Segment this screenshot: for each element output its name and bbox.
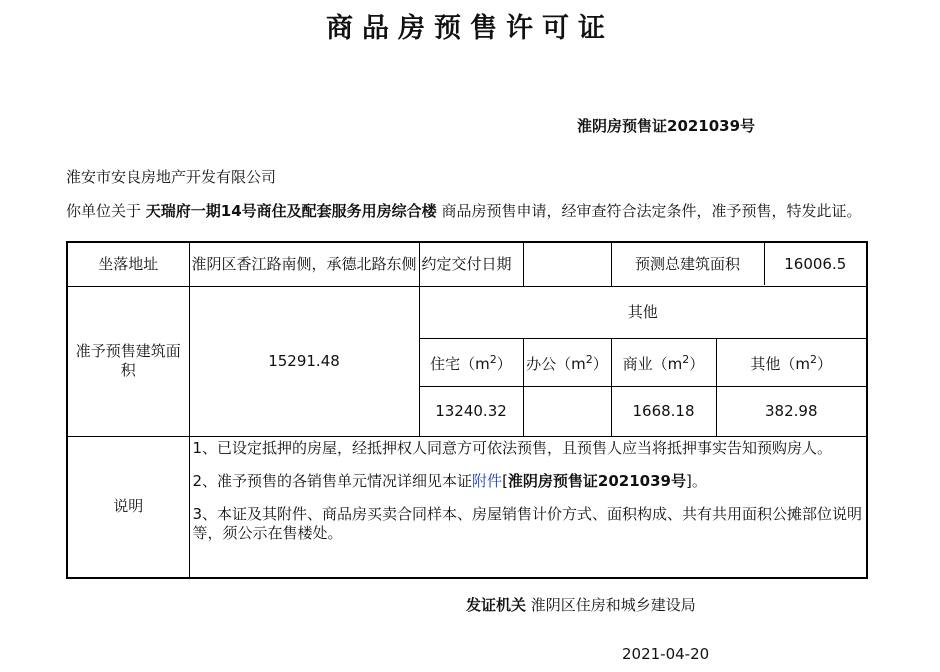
- attachment-ref: 淮阴房预售证2021039号: [507, 471, 686, 490]
- issuer: [466, 594, 696, 615]
- presale-area-label: 准予预售建筑面积: [67, 286, 189, 436]
- col-header-office: 办公$(m^2)$: [523, 338, 611, 386]
- issuer-label: 发证机关: [466, 596, 527, 614]
- table-row: [67, 242, 867, 286]
- address-label: 坐落地址: [67, 242, 189, 286]
- permit-table: [66, 241, 868, 579]
- attachment-link[interactable]: 附件: [472, 471, 503, 490]
- col-header-commercial: 商业$(m^2)$: [611, 338, 716, 386]
- value-office: [523, 386, 611, 436]
- note-2: 2、准予预售的各销售单元情况详细见本证附件[淮阴房预售证2021039号]。: [192, 471, 707, 490]
- value-commercial: 1668.18: [611, 386, 716, 436]
- table-row: [67, 286, 867, 338]
- presale-area-value: 15291.48: [189, 286, 419, 436]
- value-residential: 13240.32: [419, 386, 523, 436]
- notes-label: 说明: [67, 436, 189, 578]
- note-3: 3、本证及其附件、商品房买卖合同样本、房屋销售计价方式、面积构成、共有共用面积公摊部位说明等，须公示在售楼处。: [192, 504, 863, 542]
- intro-prefix: 你单位关于: [66, 202, 142, 220]
- table-row: [67, 436, 867, 578]
- note-1: 1、已设定抵押的房屋，经抵押权人同意方可依法预售，且预售人应当将抵押事实告知预购房人。: [192, 438, 833, 457]
- intro-paragraph: [66, 202, 866, 221]
- col-header-other: 其他$(m^2)$: [716, 338, 867, 386]
- project-name: 天瑞府一期14号商住及配套服务用房综合楼: [145, 202, 437, 220]
- total-area-cell: [611, 242, 867, 286]
- certificate-number: 淮阴房预售证2021039号: [577, 117, 756, 135]
- delivery-date-label: 约定交付日期: [419, 242, 523, 286]
- notes-content: [189, 436, 867, 578]
- col-header-residential: 住宅$(m^2)$: [419, 338, 523, 386]
- value-other: 382.98: [716, 386, 867, 436]
- delivery-date-value: [523, 242, 611, 286]
- issue-date: 2021-04-20: [622, 645, 710, 663]
- issuer-name: 淮阴区住房和城乡建设局: [530, 596, 696, 614]
- other-header: 其他: [419, 286, 867, 338]
- total-area-label: 预测总建筑面积: [612, 243, 765, 285]
- address-value: 淮阴区香江路南侧，承德北路东侧: [189, 242, 419, 286]
- total-area-value: 16006.5: [784, 254, 847, 273]
- page-title: 商品房预售许可证: [326, 13, 614, 44]
- company-name: 淮安市安良房地产开发有限公司: [66, 168, 277, 186]
- intro-suffix: 商品房预售申请，经审查符合法定条件，准予预售，特发此证。: [441, 202, 862, 220]
